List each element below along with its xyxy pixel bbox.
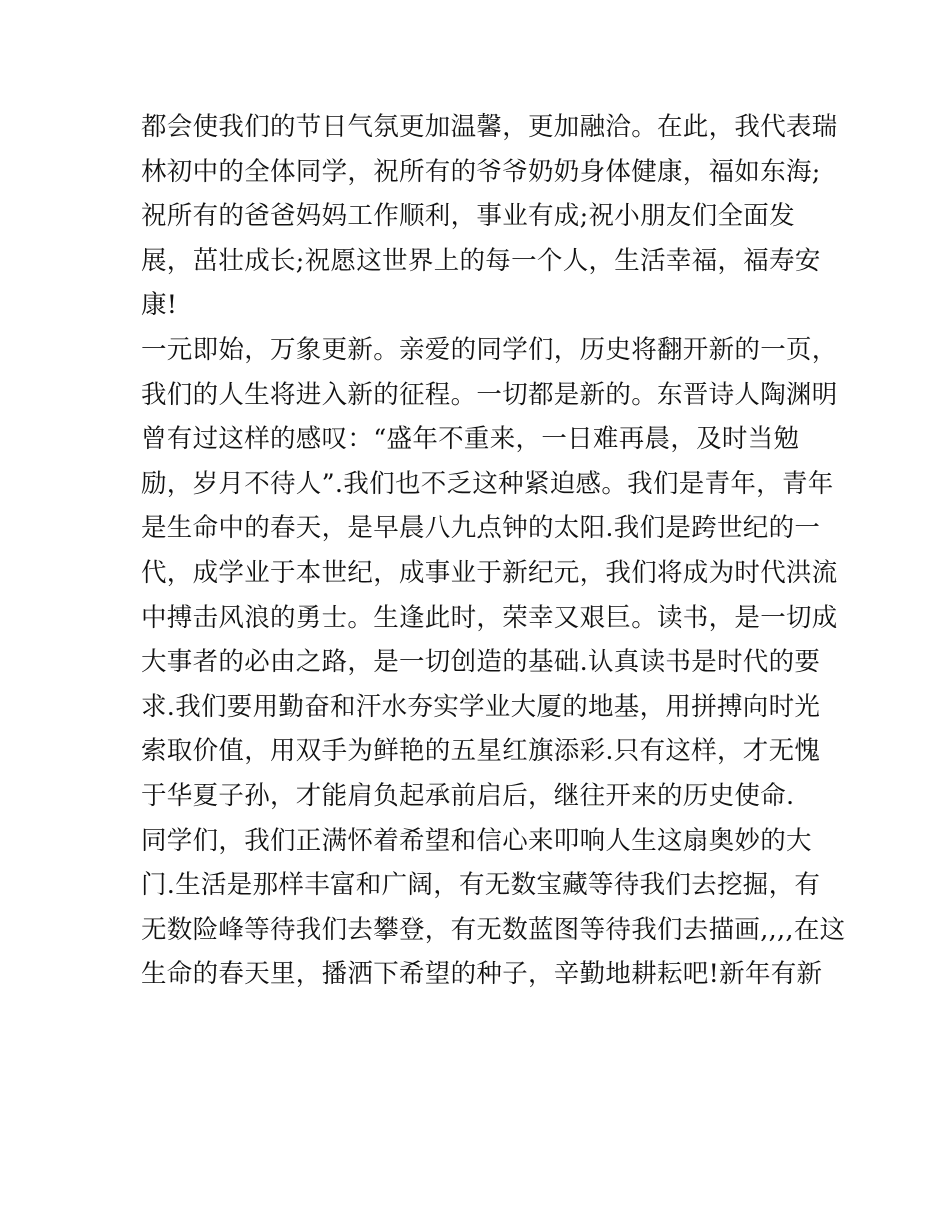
text-line: 门.生活是那样丰富和广阔，有无数宝藏等待我们去挖掘，有: [141, 870, 821, 901]
text-line: 同学们，我们正满怀着希望和信心来叩响人生这扇奥妙的大: [141, 825, 812, 856]
text-line: 大事者的必由之路，是一切创造的基础.认真读书是时代的要: [141, 647, 821, 678]
text-line: 求.我们要用勤奋和汗水夯实学业大厦的地基，用拼搏向时光: [141, 691, 821, 722]
text-line: 一元即始，万象更新。亲爱的同学们，历史将翻开新的一页，: [141, 334, 838, 365]
text-line: 我们的人生将进入新的征程。一切都是新的。东晋诗人陶渊明: [141, 379, 838, 410]
text-line: 生命的春天里，播洒下希望的种子，辛勤地耕耘吧!新年有新: [141, 959, 823, 990]
text-line: 代，成学业于本世纪，成事业于新纪元，我们将成为时代洪流: [141, 557, 838, 588]
text-line: 于华夏子孙，才能肩负起承前启后，继往开来的历史使命.: [141, 780, 795, 811]
text-line: 林初中的全体同学，祝所有的爷爷奶奶身体健康，福如东海;: [141, 156, 821, 187]
text-line: 展，茁壮成长;祝愿这世界上的每一个人，生活幸福，福寿安: [141, 245, 821, 276]
text-line: 是生命中的春天，是早晨八九点钟的太阳.我们是跨世纪的一: [141, 513, 821, 544]
text-line: 祝所有的爸爸妈妈工作顺利，事业有成;祝小朋友们全面发: [141, 201, 795, 232]
text-line: 康!: [141, 290, 178, 321]
text-line: 中搏击风浪的勇士。生逢此时，荣幸又艰巨。读书，是一切成: [141, 602, 838, 633]
text-line: 索取价值，用双手为鲜艳的五星红旗添彩.只有这样，才无愧: [141, 736, 821, 767]
text-line: 励，岁月不待人”.我们也不乏这种紧迫感。我们是青年，青年: [141, 468, 834, 499]
text-line: 曾有过这样的感叹：“盛年不重来，一日难再晨，及时当勉: [141, 424, 800, 455]
text-line: 无数险峰等待我们去攀登，有无数蓝图等待我们去描画,,,,在这: [141, 914, 846, 945]
body-text: [141, 105, 846, 997]
text-line: 都会使我们的节日气氛更加温馨，更加融洽。在此，我代表瑞: [141, 112, 838, 142]
